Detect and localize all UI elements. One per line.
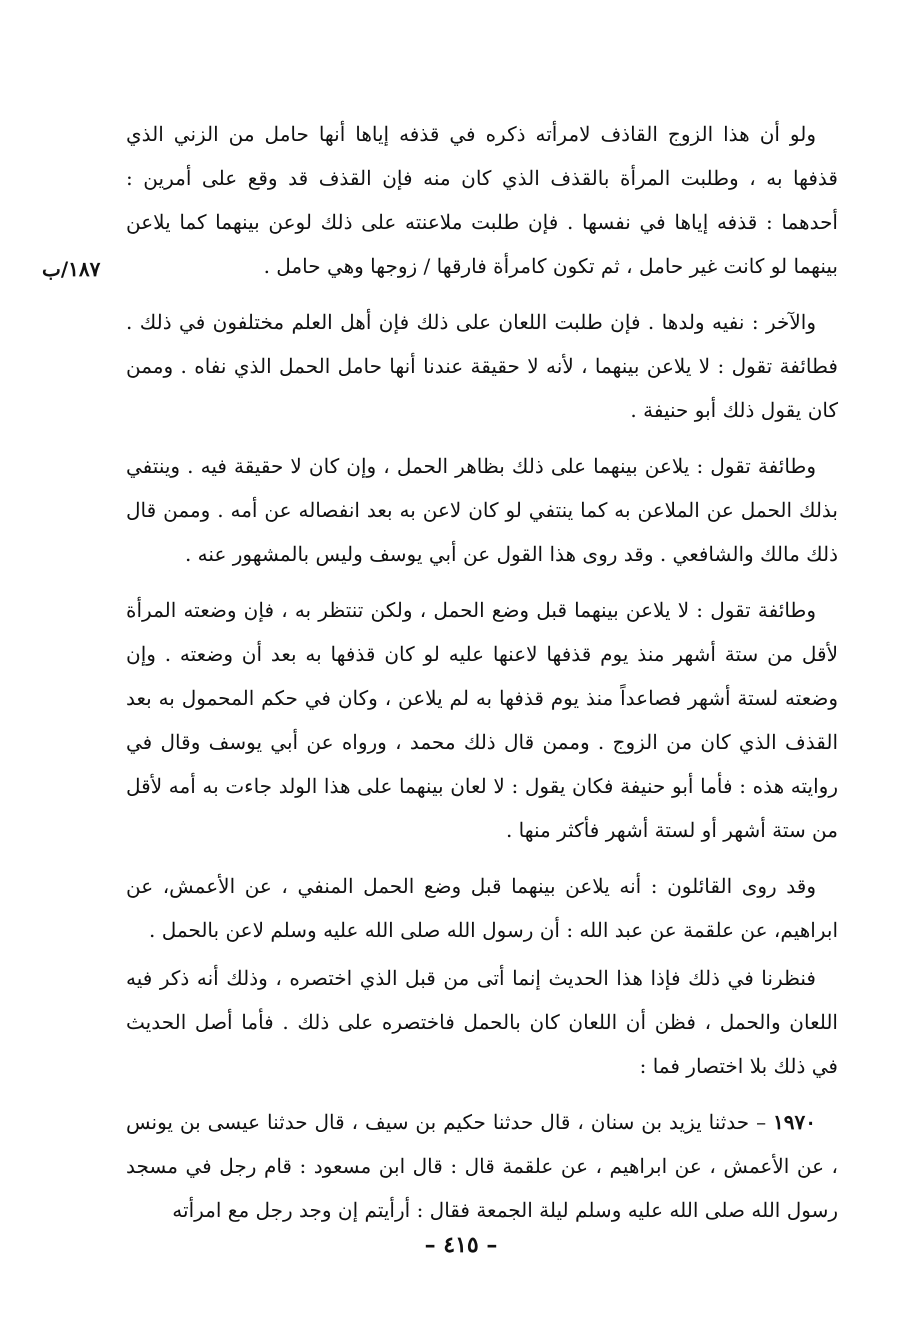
paragraph-1: ولو أن هذا الزوج القاذف لامرأته ذكره في قذفه إياها أنها حامل من الزني الذي قذفها به ، وطلبت المرأة بالقذف الذي كان منه فإن القذف قد وقع على أمرين : أحدهما : قذفه إياها في نفسها . فإن طلبت ملاعنته على ذلك لوعن بينهما كما يلاعن بينهما لو كانت غير حامل ، ثم تكون كامرأة فارقها / زوجها وهي حامل . xyxy=(126,122,838,278)
paragraph-4: وطائفة تقول : لا يلاعن بينهما قبل وضع الحمل ، ولكن تنتظر به ، فإن وضعته المرأة لأقل من ستة أشهر منذ يوم قذفها لاعنها عليه لو كان قذفها به بعد أن وضعته . وإن وضعته لستة أشهر فصاعداً منذ يوم قذفها به لم يلاعن ، وكان في حكم المحمول به بعد القذف الذي كان من الزوج . وممن قال ذلك محمد ، ورواه عن أبي يوسف وقال في روايته هذه : فأما أبو حنيفة فكان يقول : لا لعان بينهما على هذا الولد جاءت به أمه لأقل من ستة أشهر أو لستة أشهر فأكثر منها . xyxy=(126,598,838,842)
hadith-dash: – xyxy=(756,1110,767,1134)
hadith-text: حدثنا يزيد بن سنان ، قال حدثنا حكيم بن سيف ، قال حدثنا عيسى بن يونس ، عن الأعمش ، عن ابراهيم ، عن علقمة قال : قال ابن مسعود : قام رجل في مسجد رسول الله صلى الله عليه وسلم ليلة الجمعة فقال : أرأيتم إن وجد رجل مع امرأته xyxy=(126,1110,838,1222)
paragraph-5: وقد روى القائلون : أنه يلاعن بينهما قبل وضع الحمل المنفي ، عن الأعمش، عن ابراهيم، عن علقمة عن عبد الله : أن رسول الله صلى الله عليه وسلم لاعن بالحمل . xyxy=(126,874,838,942)
page-number: – ٤١٥ – xyxy=(424,1232,498,1258)
margin-folio-note: ١٨٧/ب xyxy=(42,257,101,281)
paragraph-3: وطائفة تقول : يلاعن بينهما على ذلك بظاهر الحمل ، وإن كان لا حقيقة فيه . وينتفي بذلك الحمل عن الملاعن به كما ينتفي لو كان لاعن به بعد انفصاله عن أمه . وممن قال ذلك مالك والشافعي . وقد روى هذا القول عن أبي يوسف وليس بالمشهور عنه . xyxy=(126,454,838,566)
hadith-paragraph xyxy=(126,1100,838,1232)
paragraph-6: فنظرنا في ذلك فإذا هذا الحديث إنما أتى من قبل الذي اختصره ، وذلك أنه ذكر فيه اللعان والحمل ، فظن أن اللعان كان بالحمل فاختصره على ذلك . فأما أصل الحديث في ذلك بلا اختصار فما : xyxy=(126,966,838,1078)
main-text xyxy=(126,112,838,1244)
paragraph-2: والآخر : نفيه ولدها . فإن طلبت اللعان على ذلك فإن أهل العلم مختلفون في ذلك . فطائفة تقول : لا يلاعن بينهما ، لأنه لا حقيقة عندنا أنها حامل الحمل الذي نفاه . وممن كان يقول ذلك أبو حنيفة . xyxy=(126,310,838,422)
hadith-number: ١٩٧٠ xyxy=(773,1110,817,1134)
